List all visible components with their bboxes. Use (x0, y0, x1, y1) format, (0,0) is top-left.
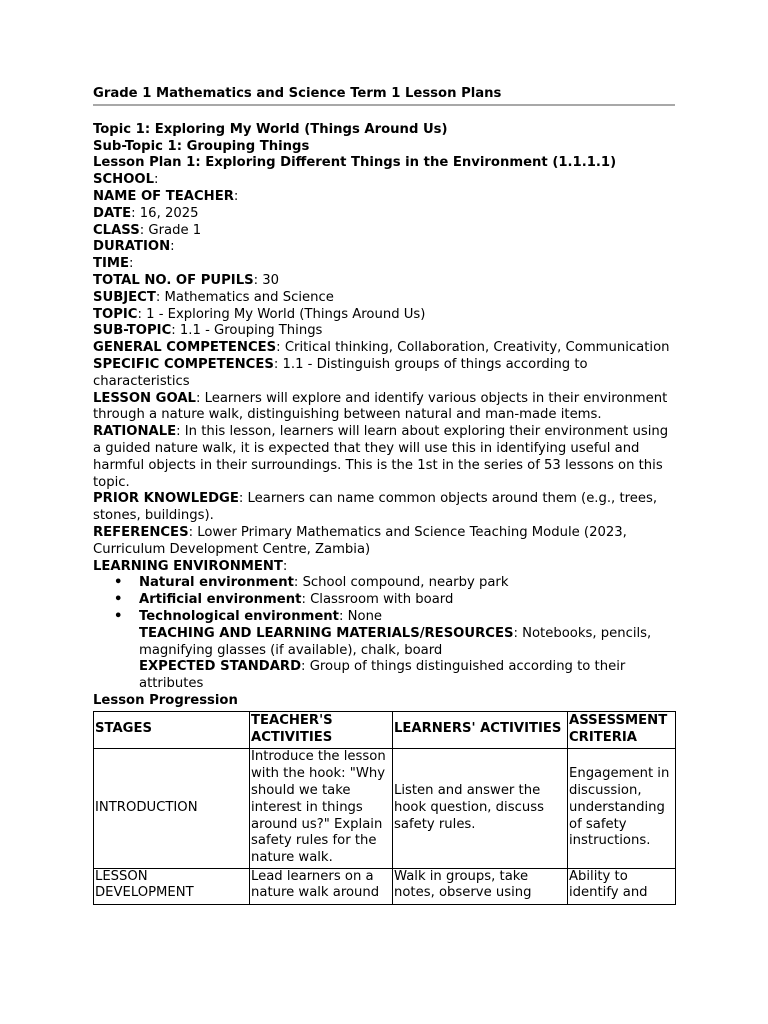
environment-value: None (347, 608, 383, 624)
field-row-5 (93, 256, 675, 273)
field-row-3 (93, 223, 675, 240)
field-colon: : (253, 272, 259, 288)
field-label: TIME (93, 256, 130, 272)
field-colon: : (233, 188, 239, 204)
lesson-progression-table (93, 711, 676, 905)
field-value: Critical thinking, Collaboration, Creativity, Communication (284, 340, 670, 356)
progression-heading: Lesson Progression (93, 692, 238, 708)
subtopic-heading: Sub-Topic 1: Grouping Things (93, 138, 310, 154)
field-label: DATE (93, 205, 132, 221)
topic-heading: Topic 1: Exploring My World (Things Around Us) (93, 121, 448, 137)
field-row-11 (93, 357, 675, 391)
field-colon: : (171, 323, 176, 339)
field-colon: : (276, 340, 281, 356)
table-header-cell: ASSESSMENT CRITERIA (568, 711, 676, 748)
table-header-cell: LEARNERS' ACTIVITIES (393, 711, 568, 748)
field-value: 1.1 - Grouping Things (179, 323, 323, 339)
field-row-0 (93, 172, 675, 189)
field-value: Learners can name common objects around them (e.g., trees, stones, buildings). (93, 491, 658, 524)
field-colon: : (170, 239, 175, 255)
field-label: CLASS (93, 222, 140, 238)
field-row-13 (93, 424, 675, 491)
table-cell: Ability to identify and (568, 868, 676, 904)
field-row-2 (93, 206, 675, 223)
field-colon: : (282, 558, 288, 574)
field-colon: : (131, 205, 136, 221)
field-label: RATIONALE (93, 424, 177, 440)
field-label: TOTAL NO. OF PUPILS (93, 272, 254, 288)
environment-value: Classroom with board (310, 592, 454, 608)
table-cell: Introduce the lesson with the hook: "Why should we take interest in things around us?" Explain safety rules for the nature walk. (250, 748, 393, 868)
indented-fields (93, 626, 675, 693)
field-row-15 (93, 525, 675, 559)
field-value: 16, 2025 (139, 205, 199, 221)
table-cell: Lead learners on a nature walk around (250, 868, 393, 904)
field-label: DURATION (93, 239, 171, 255)
table-row (94, 868, 676, 904)
environment-item: • Artificial environment: Classroom with board (139, 592, 675, 609)
field-label: LESSON GOAL (93, 390, 196, 406)
field-colon: : (195, 390, 201, 406)
field-label: SPECIFIC COMPETENCES (93, 356, 274, 372)
field-row-8 (93, 307, 675, 324)
field-label: EXPECTED STANDARD (139, 659, 302, 675)
table-header-cell: TEACHER'S ACTIVITIES (250, 711, 393, 748)
field-label: TOPIC (93, 306, 138, 322)
field-label: SUBJECT (93, 289, 156, 305)
lesson-plan-heading: Lesson Plan 1: Exploring Different Things in the Environment (1.1.1.1) (93, 155, 617, 171)
field-label: NAME OF TEACHER (93, 188, 234, 204)
lesson-plan-document (93, 86, 675, 905)
lesson-fields (93, 172, 675, 575)
field-value: Lower Primary Mathematics and Science Teaching Module (2023, Curriculum Development Centre, Zambia) (93, 524, 627, 557)
field-row-12 (93, 391, 675, 425)
field-label: GENERAL COMPETENCES (93, 340, 277, 356)
document-title: Grade 1 Mathematics and Science Term 1 Lesson Plans (93, 86, 675, 106)
field-row-6 (93, 273, 675, 290)
environment-label: Natural environment (139, 575, 294, 591)
field-colon: : (154, 172, 159, 188)
field-label: SCHOOL (93, 172, 155, 188)
environment-label: Artificial environment (139, 592, 302, 608)
field-row-9 (93, 323, 675, 340)
table-row (94, 748, 676, 868)
field-row-14 (93, 491, 675, 525)
field-label: SUB-TOPIC (93, 323, 172, 339)
environment-item: • Technological environment: None (139, 609, 675, 626)
field-row-16 (93, 559, 675, 576)
field-value: 1.1 - Distinguish groups of things according to characteristics (93, 356, 588, 389)
field-colon: : (137, 306, 142, 322)
field-value: Grade 1 (148, 222, 202, 238)
field-value: 30 (262, 272, 280, 288)
field-label: PRIOR KNOWLEDGE (93, 491, 239, 507)
field-colon: : (155, 289, 161, 305)
field-value: Group of things distinguished according to their attributes (139, 659, 626, 692)
table-cell: Listen and answer the hook question, discuss safety rules. (393, 748, 568, 868)
field-colon: : (273, 356, 279, 372)
environment-item: • Natural environment: School compound, nearby park (139, 575, 675, 592)
field-value: Notebooks, pencils, magnifying glasses (if available), chalk, board (139, 625, 652, 658)
table-header-cell: STAGES (94, 711, 250, 748)
field-colon: : (513, 625, 518, 641)
field-colon: : (129, 256, 134, 272)
learning-environment-list (93, 575, 675, 625)
field-colon: : (238, 491, 244, 507)
field-value: Mathematics and Science (164, 289, 334, 305)
field-row-4 (93, 239, 675, 256)
field-row-7 (93, 290, 675, 307)
field-colon: : (301, 659, 306, 675)
field-label: REFERENCES (93, 524, 189, 540)
environment-value: School compound, nearby park (302, 575, 509, 591)
field-row-10 (93, 340, 675, 357)
field-label: LEARNING ENVIRONMENT (93, 558, 283, 574)
environment-label: Technological environment (139, 608, 339, 624)
field-value: 1 - Exploring My World (Things Around Us) (146, 306, 426, 322)
field-row-1 (93, 189, 675, 206)
field-value: In this lesson, learners will learn about exploring their environment using a guided nature walk, it is expected that they will use this in identifying useful and harmful objects in their surroundings. This is the 1st in the series of 53 lessons on this topic. (93, 424, 669, 490)
table-cell: Engagement in discussion, understanding of safety instructions. (568, 748, 676, 868)
field-value: Learners will explore and identify various objects in their environment through a nature walk, distinguishing between natural and man-made items. (93, 390, 668, 423)
table-cell: LESSON DEVELOPMENT (94, 868, 250, 904)
table-cell: INTRODUCTION (94, 748, 250, 868)
indented-row-1 (93, 659, 675, 693)
indented-row-0 (93, 626, 675, 660)
field-colon: : (139, 222, 145, 238)
field-label: TEACHING AND LEARNING MATERIALS/RESOURCES (139, 625, 514, 641)
field-colon: : (176, 424, 181, 440)
field-colon: : (188, 524, 194, 540)
table-header-row (94, 711, 676, 748)
table-cell: Walk in groups, take notes, observe using (393, 868, 568, 904)
